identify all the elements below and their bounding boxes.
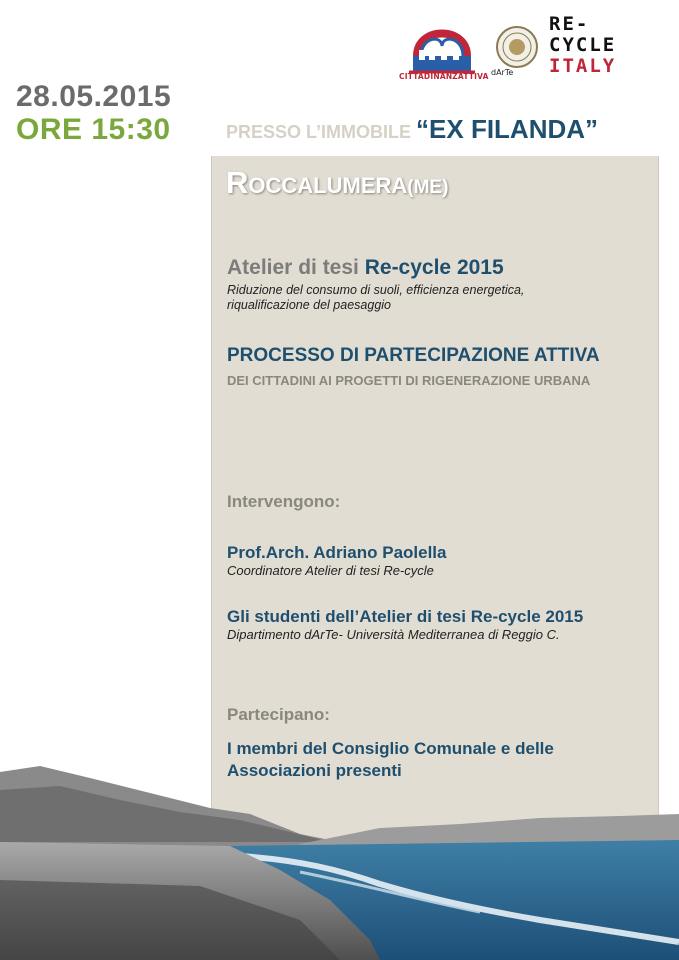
members-line2: Associazioni presenti [227, 761, 402, 780]
event-city [226, 165, 448, 201]
recycle-italy-logo [549, 14, 659, 77]
speaker2-name: Gli studenti dell’Atelier di tesi Re-cycle 2015 [227, 607, 584, 626]
cittadinanzattiva-text: CITTADINANZATTIVA [399, 72, 489, 81]
atelier-name: Re-cycle 2015 [364, 256, 504, 279]
speaker1-name: Adriano Paolella [313, 543, 447, 562]
event-venue [226, 114, 598, 145]
speaker1-role: Coordinatore Atelier di tesi Re-cycle [227, 563, 434, 578]
darte-caption: dArTe [491, 68, 514, 77]
speakers-heading: Intervengono: [227, 492, 341, 511]
city-province: (ME) [407, 177, 449, 198]
recycle-line3: ITALY [549, 55, 617, 77]
participants-heading: Partecipano: [227, 705, 330, 724]
atelier-title [227, 256, 504, 280]
process-subtitle: DEI CITTADINI AI PROGETTI DI RIGENERAZIONE URBANA [227, 373, 591, 388]
speaker1 [227, 543, 446, 563]
atelier-description [227, 283, 647, 313]
recycle-line1: RE- [549, 13, 590, 35]
event-date: 28.05.2015 [16, 80, 172, 113]
venue-prefix: PRESSO L’IMMOBILE [226, 122, 417, 142]
logo-bar [399, 12, 659, 87]
recycle-line2: CYCLE [549, 34, 617, 56]
coast-landscape-image [0, 760, 679, 960]
city-name: Roccalumera [226, 165, 408, 200]
description-line2: riqualificazione del paesaggio [227, 298, 392, 312]
venue-name: “EX FILANDA” [416, 114, 599, 144]
process-title: PROCESSO DI PARTECIPAZIONE ATTIVA [227, 345, 600, 366]
event-time: ORE 15:30 [16, 113, 171, 146]
speaker1-title: Prof.Arch. [227, 543, 314, 562]
description-line1: Riduzione del consumo di suoli, efficienza energetica, [227, 283, 525, 297]
atelier-prefix: Atelier di tesi [227, 256, 365, 279]
members-line1: I membri del Consiglio Comunale e delle [227, 739, 554, 758]
speaker2-role: Dipartimento dArTe- Università Mediterranea di Reggio C. [227, 627, 560, 642]
